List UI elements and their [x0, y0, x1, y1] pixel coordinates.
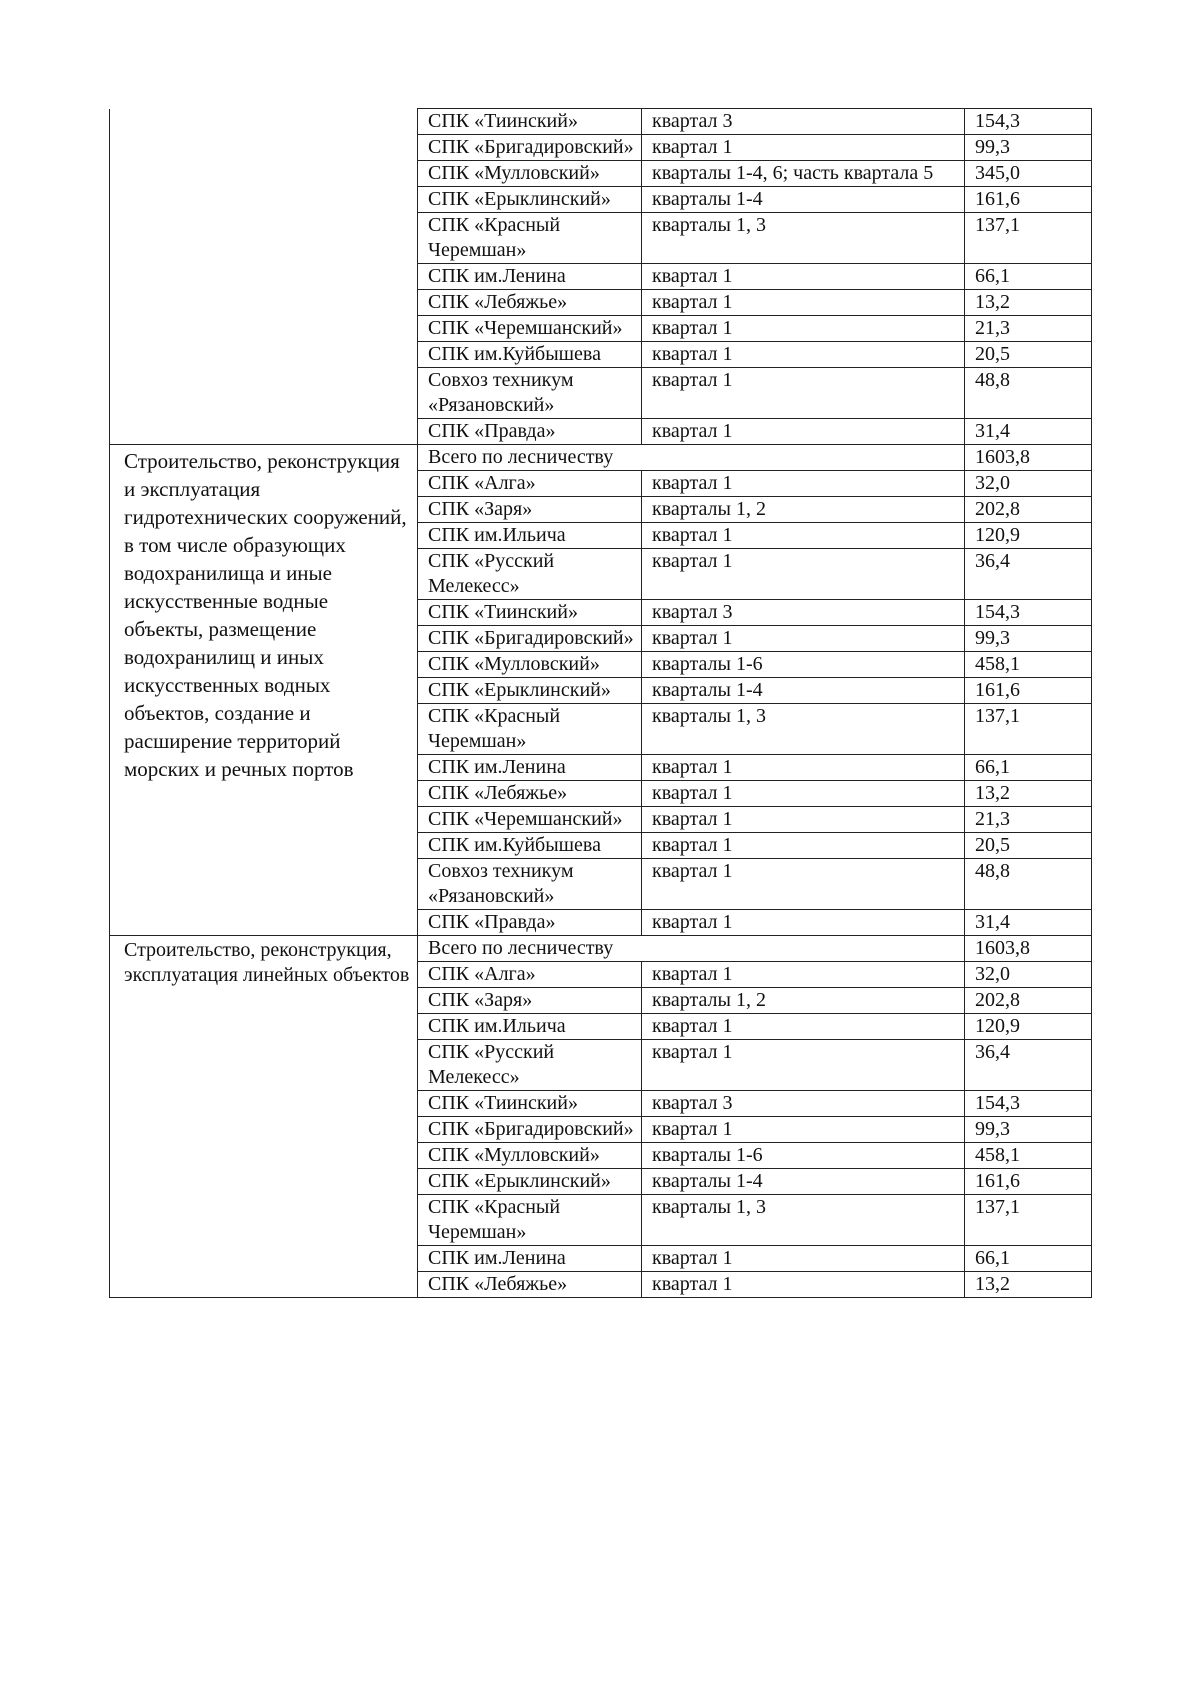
quarter-numbers: квартал 1 [642, 833, 965, 859]
quarter-numbers: квартал 1 [642, 342, 965, 368]
forestry-allocation-table [109, 108, 1092, 1298]
area-value: 36,4 [965, 1040, 1092, 1091]
area-value: 202,8 [965, 988, 1092, 1014]
cooperative-name: СПК «Черемшанский» [418, 316, 642, 342]
cooperative-name: СПК «Заря» [418, 497, 642, 523]
area-value: 31,4 [965, 910, 1092, 936]
cooperative-name: СПК «Мулловский» [418, 161, 642, 187]
quarter-numbers: кварталы 1-6 [642, 652, 965, 678]
area-value: 99,3 [965, 1117, 1092, 1143]
quarter-numbers: кварталы 1-6 [642, 1143, 965, 1169]
quarter-numbers: кварталы 1, 3 [642, 704, 965, 755]
cooperative-name: СПК «Ерыклинский» [418, 187, 642, 213]
area-value: 66,1 [965, 755, 1092, 781]
quarter-numbers: квартал 1 [642, 1246, 965, 1272]
cooperative-name: СПК «Русский Мелекесс» [418, 1040, 642, 1091]
cooperative-name: СПК «Заря» [418, 988, 642, 1014]
area-value: 161,6 [965, 187, 1092, 213]
cooperative-name: СПК «Мулловский» [418, 1143, 642, 1169]
cooperative-name: СПК «Красный Черемшан» [418, 1195, 642, 1246]
area-value: 21,3 [965, 807, 1092, 833]
area-value: 458,1 [965, 652, 1092, 678]
area-value: 345,0 [965, 161, 1092, 187]
area-value: 154,3 [965, 600, 1092, 626]
cooperative-name: СПК им.Ленина [418, 264, 642, 290]
area-value: 48,8 [965, 859, 1092, 910]
area-value: 21,3 [965, 316, 1092, 342]
area-value: 32,0 [965, 471, 1092, 497]
quarter-numbers: кварталы 1-4 [642, 1169, 965, 1195]
quarter-numbers: квартал 1 [642, 316, 965, 342]
cooperative-name: СПК «Мулловский» [418, 652, 642, 678]
cooperative-name: СПК «Бригадировский» [418, 626, 642, 652]
cooperative-name: СПК «Правда» [418, 419, 642, 445]
cooperative-name: СПК «Правда» [418, 910, 642, 936]
total-label: Всего по лесничеству [418, 936, 965, 962]
cooperative-name: СПК «Лебяжье» [418, 290, 642, 316]
total-value: 1603,8 [965, 445, 1092, 471]
cooperative-name: СПК «Черемшанский» [418, 807, 642, 833]
quarter-numbers: квартал 3 [642, 109, 965, 135]
quarter-numbers: кварталы 1-4 [642, 678, 965, 704]
activity-cell [110, 109, 418, 445]
quarter-numbers: кварталы 1-4 [642, 187, 965, 213]
quarter-numbers: кварталы 1, 2 [642, 988, 965, 1014]
area-value: 20,5 [965, 833, 1092, 859]
quarter-numbers: квартал 1 [642, 264, 965, 290]
quarter-numbers: квартал 1 [642, 135, 965, 161]
cooperative-name: СПК «Красный Черемшан» [418, 213, 642, 264]
area-value: 20,5 [965, 342, 1092, 368]
cooperative-name: СПК «Лебяжье» [418, 1272, 642, 1298]
quarter-numbers: квартал 1 [642, 1272, 965, 1298]
cooperative-name: СПК им.Ленина [418, 1246, 642, 1272]
area-value: 13,2 [965, 290, 1092, 316]
cooperative-name: СПК «Бригадировский» [418, 135, 642, 161]
area-value: 154,3 [965, 1091, 1092, 1117]
quarter-numbers: квартал 1 [642, 626, 965, 652]
area-value: 137,1 [965, 213, 1092, 264]
quarter-numbers: кварталы 1-4, 6; часть квартала 5 [642, 161, 965, 187]
quarter-numbers: квартал 1 [642, 419, 965, 445]
table-row [110, 109, 1092, 135]
cooperative-name: СПК им.Куйбышева [418, 342, 642, 368]
area-value: 137,1 [965, 1195, 1092, 1246]
area-value: 32,0 [965, 962, 1092, 988]
cooperative-name: СПК «Бригадировский» [418, 1117, 642, 1143]
quarter-numbers: кварталы 1, 2 [642, 497, 965, 523]
quarter-numbers: квартал 1 [642, 1117, 965, 1143]
quarter-numbers: квартал 3 [642, 1091, 965, 1117]
quarter-numbers: квартал 1 [642, 368, 965, 419]
quarter-numbers: квартал 1 [642, 859, 965, 910]
total-row [110, 936, 1092, 962]
quarter-numbers: квартал 1 [642, 290, 965, 316]
quarter-numbers: квартал 1 [642, 910, 965, 936]
area-value: 99,3 [965, 135, 1092, 161]
quarter-numbers: квартал 1 [642, 549, 965, 600]
area-value: 458,1 [965, 1143, 1092, 1169]
area-value: 36,4 [965, 549, 1092, 600]
cooperative-name: СПК им.Ильича [418, 523, 642, 549]
area-value: 99,3 [965, 626, 1092, 652]
quarter-numbers: квартал 1 [642, 755, 965, 781]
area-value: 66,1 [965, 1246, 1092, 1272]
quarter-numbers: квартал 1 [642, 962, 965, 988]
total-value: 1603,8 [965, 936, 1092, 962]
cooperative-name: СПК им.Куйбышева [418, 833, 642, 859]
quarter-numbers: кварталы 1, 3 [642, 213, 965, 264]
area-value: 161,6 [965, 1169, 1092, 1195]
cooperative-name: СПК «Тиинский» [418, 1091, 642, 1117]
area-value: 120,9 [965, 523, 1092, 549]
area-value: 202,8 [965, 497, 1092, 523]
table-body [110, 109, 1092, 1298]
area-value: 120,9 [965, 1014, 1092, 1040]
cooperative-name: СПК «Тиинский» [418, 600, 642, 626]
cooperative-name: СПК «Алга» [418, 471, 642, 497]
quarter-numbers: квартал 1 [642, 1014, 965, 1040]
area-value: 13,2 [965, 1272, 1092, 1298]
cooperative-name: СПК «Лебяжье» [418, 781, 642, 807]
cooperative-name: Совхоз техникум «Рязановский» [418, 859, 642, 910]
area-value: 161,6 [965, 678, 1092, 704]
activity-cell: Строительство, реконструкция, эксплуатация линейных объектов [110, 936, 418, 1298]
total-row [110, 445, 1092, 471]
quarter-numbers: кварталы 1, 3 [642, 1195, 965, 1246]
cooperative-name: СПК «Ерыклинский» [418, 1169, 642, 1195]
area-value: 154,3 [965, 109, 1092, 135]
cooperative-name: СПК «Красный Черемшан» [418, 704, 642, 755]
cooperative-name: СПК «Алга» [418, 962, 642, 988]
area-value: 13,2 [965, 781, 1092, 807]
area-value: 66,1 [965, 264, 1092, 290]
quarter-numbers: квартал 1 [642, 781, 965, 807]
cooperative-name: СПК им.Ильича [418, 1014, 642, 1040]
cooperative-name: СПК им.Ленина [418, 755, 642, 781]
area-value: 31,4 [965, 419, 1092, 445]
quarter-numbers: квартал 1 [642, 523, 965, 549]
cooperative-name: СПК «Тиинский» [418, 109, 642, 135]
quarter-numbers: квартал 1 [642, 1040, 965, 1091]
quarter-numbers: квартал 1 [642, 807, 965, 833]
area-value: 137,1 [965, 704, 1092, 755]
cooperative-name: Совхоз техникум «Рязановский» [418, 368, 642, 419]
activity-cell: Строительство, реконструкция и эксплуатация гидротехнических сооружений, в том числе образующих водохранилища и иные искусственные водные объекты, размещение водохранилищ и иных искусственных водных объектов, создание и расширение территорий морских и речных портов [110, 445, 418, 936]
quarter-numbers: квартал 1 [642, 471, 965, 497]
cooperative-name: СПК «Русский Мелекесс» [418, 549, 642, 600]
quarter-numbers: квартал 3 [642, 600, 965, 626]
cooperative-name: СПК «Ерыклинский» [418, 678, 642, 704]
total-label: Всего по лесничеству [418, 445, 965, 471]
area-value: 48,8 [965, 368, 1092, 419]
